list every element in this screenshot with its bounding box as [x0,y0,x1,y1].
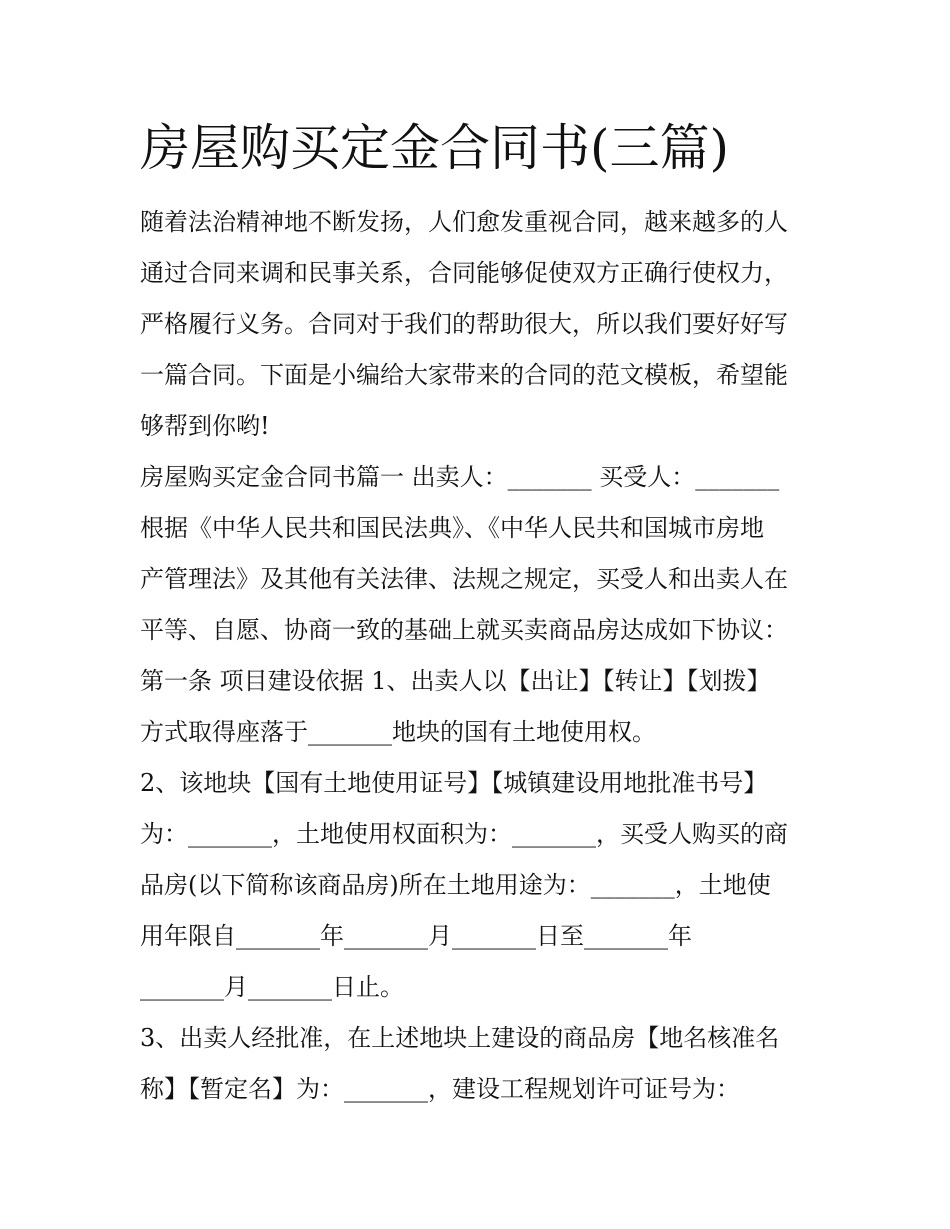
body-line: 称】【暂定名】为：_______，建设工程规划许可证号为： [140,1075,740,1103]
body-line: 方式取得座落于_______地块的国有土地使用权。 [140,718,656,746]
body-line: 为：_______，土地使用权面积为：_______，买受人购买的商 [140,820,788,848]
body-line: 严格履行义务。合同对于我们的帮助很大，所以我们要好好写 [140,310,788,338]
body-line: 2、该地块【国有土地使用证号】【城镇建设用地批准书号】 [140,769,768,797]
body-line: 品房(以下简称该商品房)所在土地用途为：_______，土地使 [140,871,771,899]
body-line: 够帮到你哟! [140,412,270,440]
body-line: _______月_______日止。 [140,973,404,1001]
body-line: 产管理法》及其他有关法律、法规之规定，买受人和出卖人在 [140,565,788,593]
document-title: 房屋购买定金合同书(三篇) [140,119,730,177]
body-line: 第一条 项目建设依据 1、出卖人以【出让】【转让】【划拨】 [140,667,771,695]
body-line: 随着法治精神地不断发扬，人们愈发重视合同，越来越多的人 [140,208,788,236]
body-line: 通过合同来调和民事关系，合同能够促使双方正确行使权力， [140,259,788,287]
document-body [140,197,820,1115]
body-line: 平等、自愿、协商一致的基础上就买卖商品房达成如下协议： [140,616,788,644]
body-line: 用年限自_______年_______月_______日至_______年 [140,922,692,950]
body-line: 根据《中华人民共和国民法典》、《中华人民共和国城市房地 [140,514,764,542]
body-line: 3、出卖人经批准，在上述地块上建设的商品房【地名核准名 [140,1024,780,1052]
body-line: 房屋购买定金合同书篇一 出卖人：_______ 买受人：_______ [140,463,780,491]
body-line: 一篇合同。下面是小编给大家带来的合同的范文模板，希望能 [140,361,788,389]
